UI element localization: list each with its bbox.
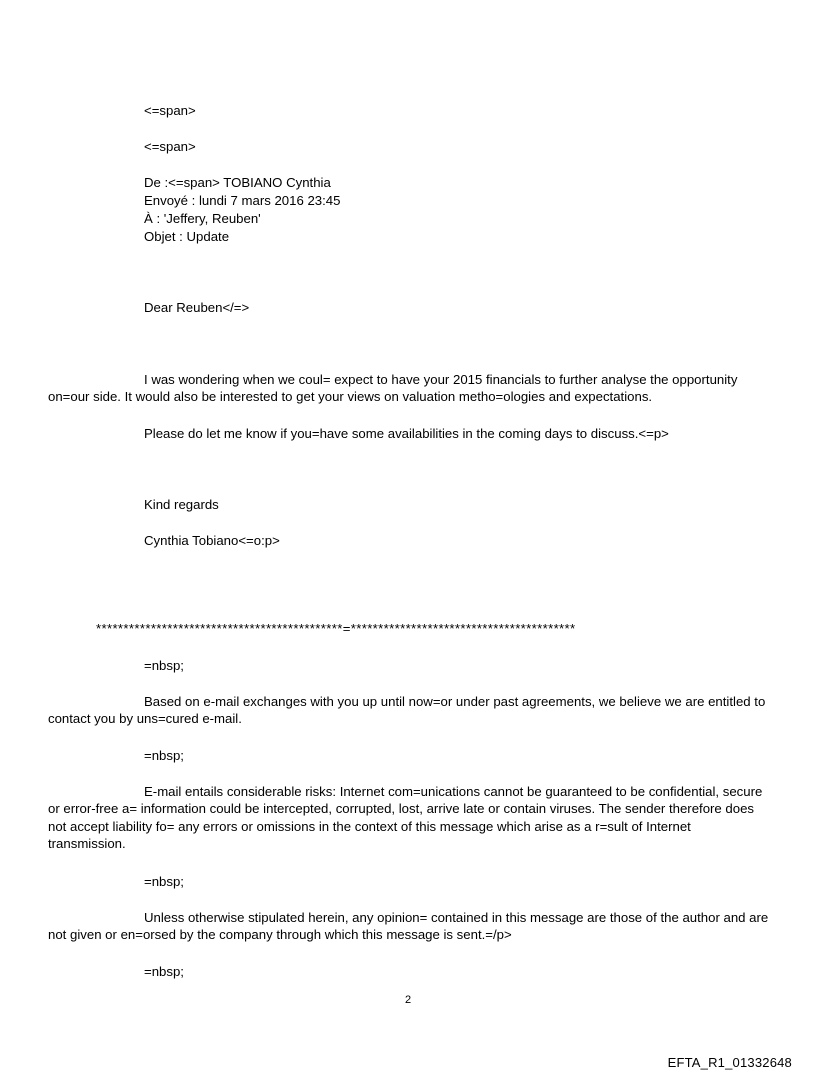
page-number: 2 (404, 994, 412, 1006)
email-paragraph: I was wondering when we coul= expect to have your 2015 financials to further analyse the opportunity on=our side. It would also be interested to get your views on valuation metho=ologies and expectations. (48, 372, 738, 405)
disclaimer-paragraph: Unless otherwise stipulated herein, any opinion= contained in this message are those of the author and are not given or en=orsed by the company through which this message is sent.=/p> (48, 910, 769, 943)
nbsp-line: =nbsp; (144, 658, 184, 673)
nbsp-line: =nbsp; (144, 964, 184, 979)
email-sent-date: Envoyé : lundi 7 mars 2016 23:45 (144, 193, 341, 208)
email-closing: Kind regards (144, 497, 219, 512)
nbsp-line: =nbsp; (144, 874, 184, 889)
email-signature: Cynthia Tobiano<=o:p> (144, 533, 280, 548)
email-greeting: Dear Reuben</=> (144, 300, 250, 315)
email-from: De :<=span> TOBIANO Cynthia (144, 175, 331, 190)
bates-number: EFTA_R1_01332648 (667, 1055, 792, 1070)
disclaimer-paragraph: E-mail entails considerable risks: Internet com=unications cannot be guaranteed to be confidential, secure or error-free a= information could be intercepted, corrupted, lost, arrive late or contain viruses. The sender therefore does not accept liability fo= any errors or omissions in the context of this message which arise as a r=sult of Internet transmission. (48, 784, 763, 851)
separator-line: *********************************************=***************************************** (96, 621, 576, 636)
email-subject: Objet : Update (144, 229, 230, 244)
disclaimer-paragraph: Based on e-mail exchanges with you up until now=or under past agreements, we believe we are entitled to contact you by uns=cured e-mail. (48, 694, 766, 727)
email-to: À : 'Jeffery, Reuben' (144, 211, 261, 226)
span-fragment-line: <=span> (144, 139, 196, 154)
nbsp-line: =nbsp; (144, 748, 184, 763)
span-fragment-line: <=span> (144, 103, 196, 118)
email-paragraph: Please do let me know if you=have some availabilities in the coming days to discuss.<=p> (144, 426, 669, 441)
